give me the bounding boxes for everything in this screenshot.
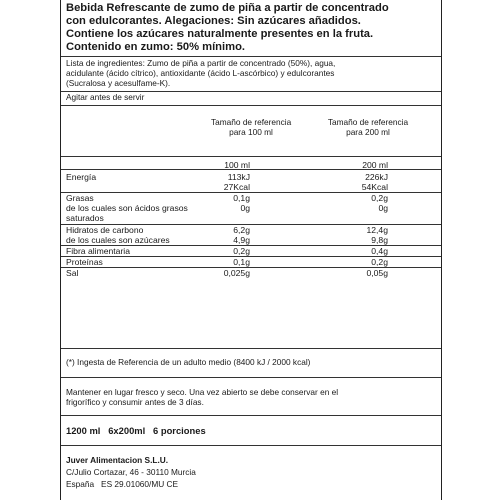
row-label: Energía — [66, 172, 97, 182]
table-header-rule — [61, 156, 441, 157]
ingredients-line: Lista de ingredientes: Zumo de piña a partir de concentrado (50%), agua, — [66, 58, 336, 68]
company-name: Juver Alimentacion S.L.U. — [66, 455, 169, 465]
row-value-200ml: 12,4g — [366, 225, 388, 235]
row-label: de los cuales son ácidos grasos — [66, 203, 188, 213]
row-label: Grasas — [66, 193, 94, 203]
row-value-100ml: 113kJ — [227, 172, 250, 182]
ingredients-line: (Sucralosa y acesulfame-K). — [66, 78, 171, 88]
row-label: Hidratos de carbono — [66, 225, 144, 235]
reference-intake-note: (*) Ingesta de Referencia de un adulto medio (8400 kJ / 2000 kcal) — [66, 357, 311, 367]
row-label: de los cuales son azúcares — [66, 235, 170, 245]
col1-header-line: Tamaño de referencia — [211, 117, 292, 127]
row-value-200ml: 9,8g — [371, 235, 388, 245]
shake-instruction: Agitar antes de servir — [66, 92, 145, 102]
row-value-200ml: 0,2g — [371, 193, 388, 203]
divider — [61, 415, 441, 416]
divider — [61, 445, 441, 446]
col2-header — [323, 117, 413, 137]
company-info — [66, 455, 196, 489]
row-value-100ml: 0g — [240, 203, 250, 213]
nutrition-label — [60, 0, 442, 500]
divider — [61, 105, 441, 106]
product-description — [66, 2, 389, 54]
row-value-100ml: 27Kcal — [223, 182, 250, 192]
col2-header-line: Tamaño de referencia — [327, 117, 409, 127]
row-value-100ml: 6,2g — [233, 225, 250, 235]
row-value-200ml: 0g — [378, 203, 388, 213]
divider — [61, 348, 441, 349]
row-value-100ml: 0,2g — [233, 246, 250, 256]
table-row-rule — [61, 169, 441, 170]
title-line: con edulcorantes. Alegaciones: Sin azúcares añadidos. — [66, 15, 361, 27]
row-value-100ml: 0,1g — [233, 193, 250, 203]
row-label: saturados — [66, 213, 104, 223]
divider — [61, 377, 441, 378]
title-line: Contenido en zumo: 50% mínimo. — [66, 41, 246, 53]
storage-instructions — [66, 387, 338, 407]
pack-info: 1200 ml 6x200ml 6 porciones — [66, 425, 206, 436]
row-value-200ml: 0,05g — [366, 268, 388, 278]
divider — [61, 56, 441, 57]
ingredients-list — [66, 58, 335, 88]
row-value-100ml: 0,1g — [233, 257, 250, 267]
ingredients-line: acidulante (ácido cítrico), antioxidante (ácido L-ascórbico) y edulcorantes — [66, 68, 335, 78]
row-value-200ml: 54Kcal — [361, 182, 388, 192]
title-line: Bebida Refrescante de zumo de piña a partir de concentrado — [66, 2, 389, 14]
row-value-200ml: 0,4g — [371, 246, 388, 256]
col2-header-line: para 200 ml — [346, 127, 390, 137]
row-label: Fibra alimentaria — [66, 246, 130, 256]
row-label: Sal — [66, 268, 79, 278]
company-address: C/Julio Cortazar, 46 - 30110 Murcia — [66, 467, 196, 477]
unit-col2: 200 ml — [362, 160, 388, 170]
storage-line: Mantener en lugar fresco y seco. Una vez abierto se debe conservar en el — [66, 387, 339, 397]
title-line: Contiene los azúcares naturalmente presentes en la fruta. — [66, 28, 374, 40]
unit-col1: 100 ml — [224, 160, 250, 170]
row-value-200ml: 0,2g — [371, 257, 388, 267]
storage-line: frigorífico y consumir antes de 3 días. — [66, 397, 204, 407]
row-label: Proteínas — [66, 257, 103, 267]
col1-header — [211, 117, 291, 137]
company-country: España ES 29.01060/MU CE — [66, 479, 179, 489]
row-value-100ml: 0,025g — [223, 268, 250, 278]
row-value-100ml: 4,9g — [233, 235, 250, 245]
col1-header-line: para 100 ml — [229, 127, 273, 137]
row-value-200ml: 226kJ — [365, 172, 388, 182]
